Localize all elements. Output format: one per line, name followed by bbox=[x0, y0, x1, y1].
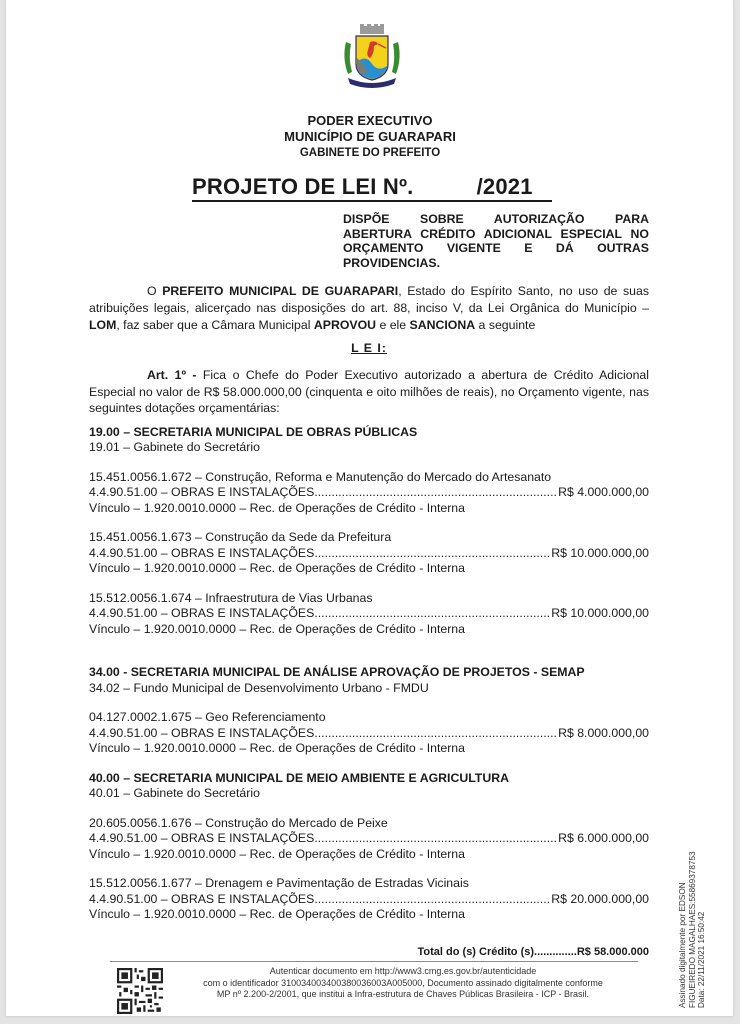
section-title: 40.00 – SECRETARIA MUNICIPAL DE MEIO AMBIENTE E AGRICULTURA bbox=[89, 770, 509, 785]
signature-line: Data: 22/11/2021 16:50:42 bbox=[697, 911, 706, 1008]
preamble-text: , Estado do Espírito Santo, no uso de suas atribuições legais, alicerçado nas disposições do art. 88, inciso V, da Lei Orgânica do Município – bbox=[89, 284, 650, 315]
ementa-line: ORÇAMENTO VIGENTE E DÁ OUTRAS bbox=[343, 241, 649, 255]
program-line: 15.512.0056.1.677 – Drenagem e Pavimentação de Estradas Vicinais bbox=[89, 876, 469, 890]
allocation-item bbox=[89, 591, 649, 638]
signature-line: Assinado digitalmente por EDSON bbox=[678, 882, 687, 1008]
leader-dots bbox=[314, 831, 558, 847]
allocation-item bbox=[89, 816, 649, 863]
authentication-footer bbox=[168, 966, 638, 1001]
leader-dots bbox=[314, 485, 558, 501]
header-office: GABINETE DO PREFEITO bbox=[299, 147, 441, 159]
program-line: 15.451.0056.1.673 – Construção da Sede da Prefeitura bbox=[89, 530, 392, 544]
article-label: Art. 1º - bbox=[147, 368, 197, 382]
amount: R$ 6.000.000,00 bbox=[558, 831, 649, 845]
footer-line: Autenticar documento em http://www3.cmg.es.gov.br/autenticidade bbox=[269, 966, 537, 976]
document-title: PROJETO DE LEI Nº. /2021 bbox=[192, 174, 552, 202]
preamble-text: e ele bbox=[376, 318, 410, 332]
section-subtitle: 34.02 – Fundo Municipal de Desenvolvimento Urbano - FMDU bbox=[89, 680, 429, 695]
vinculo-line: Vínculo – 1.920.0010.0000 – Rec. de Operações de Crédito - Interna bbox=[89, 500, 465, 515]
budget-section bbox=[89, 771, 649, 923]
ementa bbox=[343, 212, 649, 270]
amount: R$ 20.000.000,00 bbox=[551, 891, 649, 906]
expense-row bbox=[89, 831, 649, 847]
leader-dots bbox=[314, 606, 551, 622]
municipal-crest-icon bbox=[334, 24, 410, 90]
allocation-item bbox=[89, 876, 649, 923]
preamble-bold: APROVOU bbox=[313, 318, 377, 332]
preamble-text: , faz saber que a Câmara Municipal bbox=[116, 318, 314, 332]
preamble bbox=[89, 283, 649, 334]
qr-code-icon[interactable] bbox=[117, 968, 163, 1014]
leader-dots bbox=[314, 726, 558, 742]
budget-allocations bbox=[89, 425, 649, 959]
expense-row bbox=[89, 546, 649, 562]
leader-dots bbox=[314, 546, 551, 562]
document-header bbox=[0, 113, 740, 161]
allocation-item bbox=[89, 530, 649, 577]
budget-section bbox=[89, 425, 649, 638]
total-label: Total do (s) Crédito (s) bbox=[417, 945, 535, 958]
allocation-item bbox=[89, 710, 649, 757]
program-line: 04.127.0002.1.675 – Geo Referenciamento bbox=[89, 710, 326, 724]
expense-label: 4.4.90.51.00 – OBRAS E INSTALAÇÕES bbox=[89, 725, 315, 740]
expense-label: 4.4.90.51.00 – OBRAS E INSTALAÇÕES bbox=[89, 545, 315, 560]
document-body bbox=[89, 283, 649, 959]
digital-signature-stamp bbox=[678, 851, 707, 1008]
preamble-text: O bbox=[147, 284, 163, 298]
article-1 bbox=[89, 367, 649, 417]
expense-row bbox=[89, 485, 649, 501]
program-line: 15.512.0056.1.674 – Infraestrutura de Vias Urbanas bbox=[89, 590, 373, 605]
section-title: 19.00 – SECRETARIA MUNICIPAL DE OBRAS PÚBLICAS bbox=[89, 424, 418, 439]
article-text: Fica o Chefe do Poder Executivo autorizado a abertura de Crédito Adicional Especial no valor de R$ 58.000.000,00 (cinquenta e oito milhões de reais), no Orçamento vigente, nas seguintes dotações orçamentárias: bbox=[89, 368, 650, 415]
footer-line: com o identificador 310034003400380036003A005000, Documento assinado digitalmente conforme bbox=[203, 977, 603, 988]
section-subtitle: 19.01 – Gabinete do Secretário bbox=[89, 440, 260, 454]
header-municipality: MUNICÍPIO DE GUARAPARI bbox=[284, 129, 456, 144]
ementa-line: DISPÕE SOBRE AUTORIZAÇÃO PARA bbox=[343, 212, 649, 226]
amount: R$ 4.000.000,00 bbox=[558, 485, 649, 499]
preamble-bold: SANCIONA bbox=[409, 318, 476, 332]
expense-label: 4.4.90.51.00 – OBRAS E INSTALAÇÕES bbox=[89, 606, 315, 620]
footer-line: MP nº 2.200-2/2001, que institui a Infra-estrutura de Chaves Públicas Brasileira - ICP - Brasil. bbox=[216, 989, 590, 999]
leader-dots bbox=[534, 945, 577, 959]
ementa-line: ABERTURA CRÉDITO ADICIONAL ESPECIAL NO bbox=[343, 226, 649, 241]
preamble-bold: PREFEITO MUNICIPAL DE GUARAPARI bbox=[162, 284, 399, 298]
section-subtitle: 40.01 – Gabinete do Secretário bbox=[89, 786, 260, 800]
vinculo-line: Vínculo – 1.920.0010.0000 – Rec. de Operações de Crédito - Interna bbox=[89, 741, 465, 755]
total-amount: R$ 58.000.000 bbox=[576, 945, 649, 958]
preamble-text: a seguinte bbox=[475, 318, 536, 332]
header-branch: PODER EXECUTIVO bbox=[307, 113, 433, 128]
expense-label: 4.4.90.51.00 – OBRAS E INSTALAÇÕES bbox=[89, 831, 315, 845]
vinculo-line: Vínculo – 1.920.0010.0000 – Rec. de Operações de Crédito - Interna bbox=[89, 846, 465, 861]
footer-divider bbox=[110, 961, 638, 962]
program-line: 15.451.0056.1.672 – Construção, Reforma e Manutenção do Mercado do Artesanato bbox=[89, 469, 552, 484]
expense-label: 4.4.90.51.00 – OBRAS E INSTALAÇÕES bbox=[89, 891, 315, 906]
amount: R$ 8.000.000,00 bbox=[558, 725, 649, 740]
expense-row bbox=[89, 892, 649, 908]
amount: R$ 10.000.000,00 bbox=[551, 606, 649, 620]
vinculo-line: Vínculo – 1.920.0010.0000 – Rec. de Operações de Crédito - Interna bbox=[89, 907, 465, 921]
budget-section bbox=[89, 665, 649, 757]
program-line: 20.605.0056.1.676 – Construção do Mercado de Peixe bbox=[89, 815, 388, 830]
expense-row bbox=[89, 606, 649, 622]
preamble-bold: LOM bbox=[89, 318, 117, 332]
vinculo-line: Vínculo – 1.920.0010.0000 – Rec. de Operações de Crédito - Interna bbox=[89, 561, 465, 575]
section-title: 34.00 - SECRETARIA MUNICIPAL DE ANÁLISE APROVAÇÃO DE PROJETOS - SEMAP bbox=[89, 665, 585, 679]
ementa-line: PROVIDENCIAS. bbox=[343, 255, 441, 270]
lei-heading: L E I: bbox=[351, 341, 387, 355]
amount: R$ 10.000.000,00 bbox=[551, 545, 649, 560]
expense-row bbox=[89, 726, 649, 742]
allocation-item bbox=[89, 470, 649, 517]
leader-dots bbox=[314, 892, 551, 908]
vinculo-line: Vínculo – 1.920.0010.0000 – Rec. de Operações de Crédito - Interna bbox=[89, 621, 465, 636]
expense-label: 4.4.90.51.00 – OBRAS E INSTALAÇÕES bbox=[89, 485, 315, 499]
total-credit bbox=[418, 945, 649, 959]
document-page bbox=[6, 0, 733, 1016]
signature-line: FIGUEIREDO MAGALHAES:55869378753 bbox=[687, 851, 697, 1008]
